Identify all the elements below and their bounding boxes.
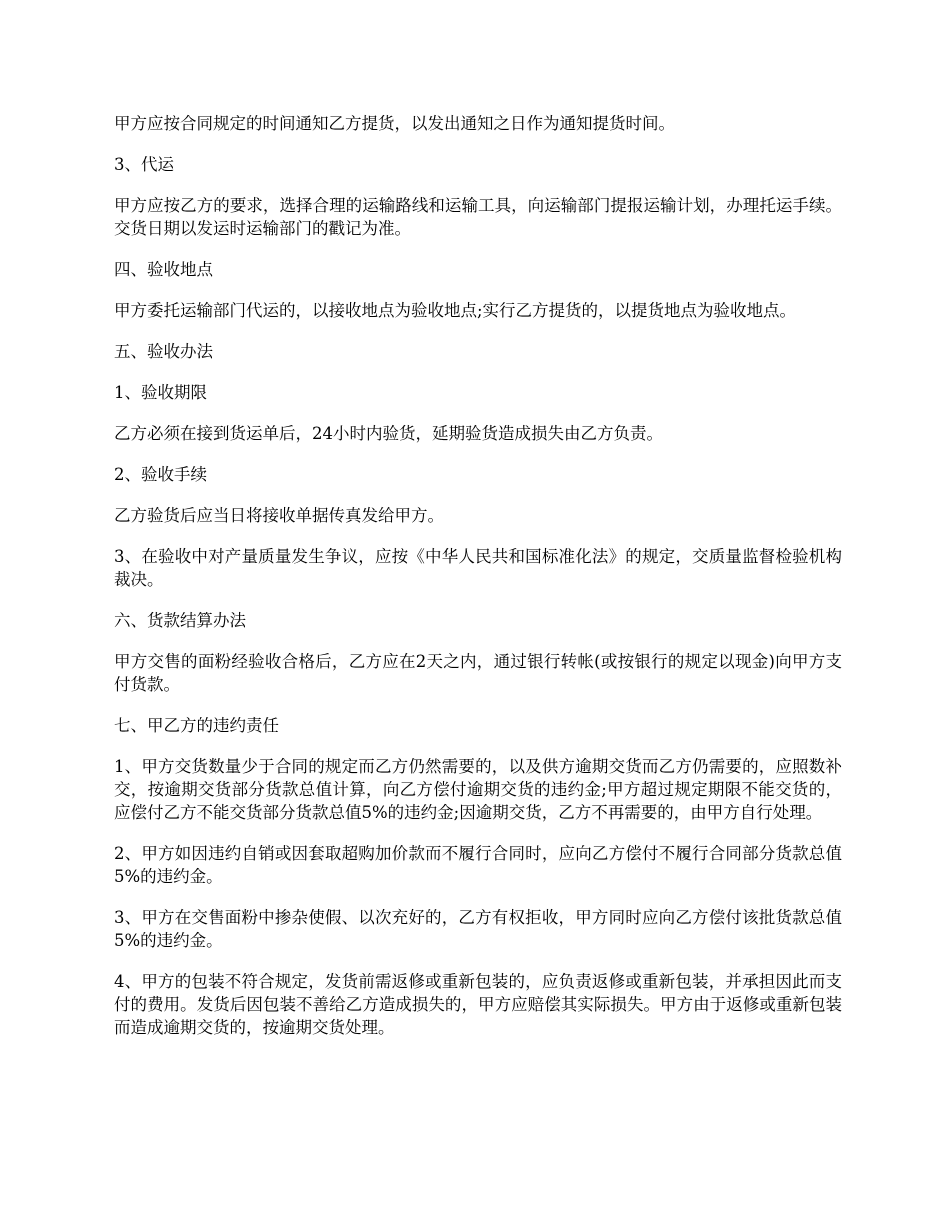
paragraph-quality-dispute: 3、在验收中对产量质量发生争议，应按《中华人民共和国标准化法》的规定，交质量监督检验机构裁决。 [114, 547, 842, 589]
document-body [114, 112, 842, 1057]
paragraph-consignment: 甲方应按乙方的要求，选择合理的运输路线和运输工具，向运输部门提报运输计划，办理托运手续。交货日期以发运时运输部门的戳记为准。 [114, 196, 842, 238]
paragraph-inspection-location: 甲方委托运输部门代运的，以接收地点为验收地点;实行乙方提货的，以提货地点为验收地点。 [114, 301, 797, 320]
paragraph-inspection-procedure: 乙方验货后应当日将接收单据传真发给甲方。 [114, 506, 444, 525]
heading-payment-settlement: 六、货款结算办法 [114, 611, 246, 630]
heading-consignment: 3、代运 [114, 155, 174, 174]
paragraph-notify-pickup: 甲方应按合同规定的时间通知乙方提货，以发出通知之日作为通知提货时间。 [114, 114, 675, 133]
heading-inspection-method: 五、验收办法 [114, 342, 213, 361]
paragraph-breach-1: 1、甲方交货数量少于合同的规定而乙方仍然需要的，以及供方逾期交货而乙方仍需要的，应照数补交，按逾期交货部分货款总值计算，向乙方偿付逾期交货的违约金;甲方超过规定期限不能交货的，应偿付乙方不能交货部分货款总值5%的违约金;因逾期交货，乙方不再需要的，由甲方自行处理。 [114, 757, 842, 822]
heading-inspection-location: 四、验收地点 [114, 260, 213, 279]
heading-breach-liability: 七、甲乙方的违约责任 [114, 716, 279, 735]
paragraph-breach-2: 2、甲方如因违约自销或因套取超购加价款而不履行合同时，应向乙方偿付不履行合同部分货款总值5%的违约金。 [114, 844, 842, 886]
paragraph-inspection-deadline: 乙方必须在接到货运单后，24小时内验货，延期验货造成损失由乙方负责。 [114, 424, 663, 443]
paragraph-breach-3: 3、甲方在交售面粉中掺杂使假、以次充好的，乙方有权拒收，甲方同时应向乙方偿付该批货款总值5%的违约金。 [114, 908, 842, 950]
paragraph-breach-4: 4、甲方的包装不符合规定，发货前需返修或重新包装的，应负责返修或重新包装，并承担因此而支付的费用。发货后因包装不善给乙方造成损失的，甲方应赔偿其实际损失。甲方由于返修或重新包装而造成逾期交货的，按逾期交货处理。 [114, 972, 842, 1037]
heading-inspection-procedure: 2、验收手续 [114, 465, 207, 484]
heading-inspection-deadline: 1、验收期限 [114, 383, 207, 402]
paragraph-payment-settlement: 甲方交售的面粉经验收合格后，乙方应在2天之内，通过银行转帐(或按银行的规定以现金)向甲方支付货款。 [114, 652, 842, 694]
